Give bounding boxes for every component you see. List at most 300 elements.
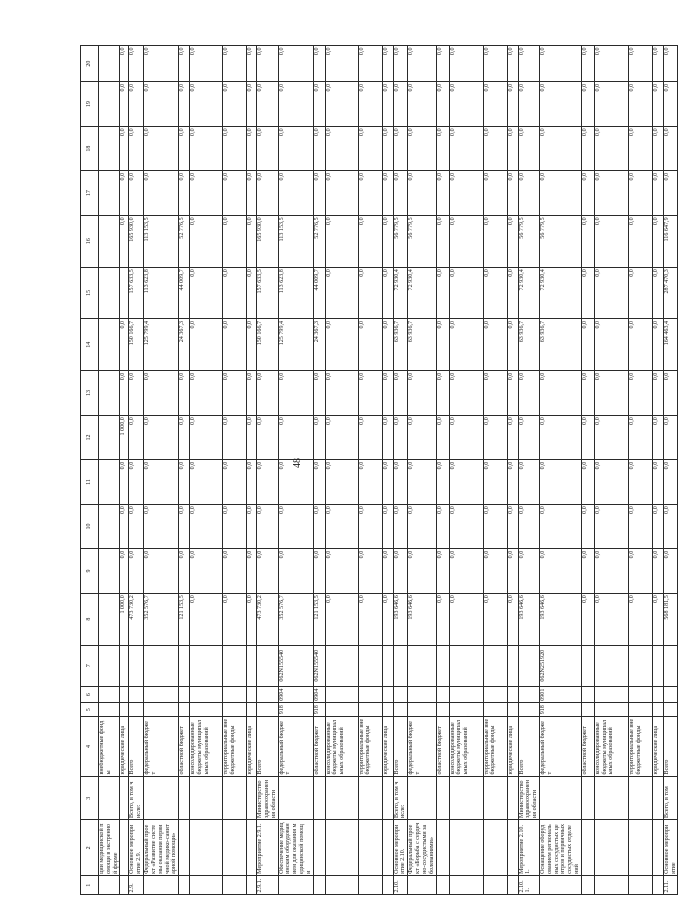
amount-cell: 0,0 [247, 82, 257, 127]
amount-cell: 0,0 [313, 82, 325, 127]
amount-cell: 0,0 [594, 319, 628, 371]
funding-source-cell: консолидированные бюджеты муниципальных образований [325, 716, 358, 776]
amount-cell: 0,0 [449, 82, 483, 127]
row-number-cell: 2.9. [129, 876, 144, 895]
table-row [507, 46, 518, 895]
table-row [594, 46, 628, 895]
amount-cell: 0,0 [628, 593, 652, 645]
amount-cell: 0,0 [247, 549, 257, 594]
amount-cell: 113 153,5 [144, 215, 179, 267]
section-code-cell [483, 686, 507, 703]
amount-cell: 0,0 [129, 460, 144, 505]
amount-cell: 0,0 [325, 126, 358, 171]
amount-cell: 0,0 [190, 46, 223, 82]
amount-cell: 0,0 [358, 319, 382, 371]
target-article-cell [325, 645, 358, 686]
amount-cell: 0,0 [223, 126, 247, 171]
target-article-cell [144, 645, 179, 686]
amount-cell: 193 646,6 [393, 593, 408, 645]
amount-cell: 0,0 [393, 371, 408, 416]
amount-cell: 0,0 [179, 126, 190, 171]
amount-cell: 0,0 [313, 549, 325, 594]
amount-cell: 0,0 [539, 549, 581, 594]
amount-cell: 0,0 [247, 371, 257, 416]
amount-cell: 0,0 [408, 371, 436, 416]
amount-cell: 0,0 [120, 171, 129, 216]
amount-cell: 0,0 [120, 46, 129, 82]
amount-cell: 0,0 [393, 504, 408, 549]
amount-cell: 150 166,7 [257, 319, 278, 371]
executor-cell [507, 776, 518, 819]
amount-cell: 0,0 [257, 549, 278, 594]
amount-cell: 0,0 [408, 82, 436, 127]
amount-cell: 0,0 [358, 593, 382, 645]
amount-cell: 0,0 [247, 126, 257, 171]
amount-cell: 0,0 [358, 82, 382, 127]
grbs-code-cell [179, 703, 190, 716]
measure-name-cell [652, 820, 663, 876]
amount-cell: 0,0 [581, 46, 594, 82]
table-row [99, 46, 120, 895]
table-row [190, 46, 223, 895]
grbs-code-cell [247, 703, 257, 716]
section-code-cell [257, 686, 278, 703]
amount-cell: 0,0 [223, 460, 247, 505]
amount-cell: 0,0 [483, 460, 507, 505]
amount-cell: 63 936,7 [518, 319, 539, 371]
column-number: 18 [81, 126, 99, 171]
table-row [129, 46, 144, 895]
row-number-cell [278, 876, 313, 895]
amount-cell: 0,0 [179, 371, 190, 416]
row-number-cell: 2.11. [663, 876, 678, 895]
amount-cell: 0,0 [594, 267, 628, 319]
executor-cell [120, 776, 129, 819]
amount-cell: 0,0 [247, 46, 257, 82]
amount-cell: 0,0 [483, 267, 507, 319]
amount-cell: 0,0 [278, 549, 313, 594]
column-number: 4 [81, 716, 99, 776]
funding-source-cell: областной бюджет [581, 716, 594, 776]
measure-name-cell [313, 820, 325, 876]
grbs-code-cell [223, 703, 247, 716]
measure-name-cell: Основное мероприятие 2.10. [393, 820, 408, 876]
measure-name-cell [325, 820, 358, 876]
column-number: 6 [81, 686, 99, 703]
amount-cell [99, 549, 120, 594]
amount-cell: 0,0 [436, 593, 449, 645]
amount-cell: 0,0 [436, 371, 449, 416]
amount-cell: 0,0 [190, 460, 223, 505]
amount-cell: 0,0 [436, 126, 449, 171]
amount-cell: 0,0 [358, 504, 382, 549]
table-row [382, 46, 393, 895]
funding-source-cell: федеральный бюджет [408, 716, 436, 776]
measure-name-cell [247, 820, 257, 876]
amount-cell: 193 646,6 [518, 593, 539, 645]
amount-cell: 52 776,5 [179, 215, 190, 267]
measure-name-cell [223, 820, 247, 876]
amount-cell: 0,0 [594, 549, 628, 594]
amount-cell: 0,0 [382, 549, 393, 594]
grbs-code-cell [594, 703, 628, 716]
section-code-cell [120, 686, 129, 703]
amount-cell: 0,0 [325, 171, 358, 216]
amount-cell: 0,0 [652, 82, 663, 127]
amount-cell: 0,0 [257, 171, 278, 216]
amount-cell: 0,0 [652, 549, 663, 594]
amount-cell: 0,0 [382, 267, 393, 319]
amount-cell: 0,0 [247, 460, 257, 505]
section-code-cell [663, 686, 678, 703]
measure-name-cell [628, 820, 652, 876]
amount-cell: 125 799,4 [278, 319, 313, 371]
target-article-cell [257, 645, 278, 686]
amount-cell: 0,0 [278, 460, 313, 505]
amount-cell: 0,0 [223, 593, 247, 645]
section-code-cell [628, 686, 652, 703]
amount-cell: 0,0 [628, 319, 652, 371]
row-number-cell [581, 876, 594, 895]
amount-cell: 0,0 [594, 82, 628, 127]
amount-cell: 0,0 [507, 371, 518, 416]
amount-cell: 0,0 [190, 415, 223, 460]
section-code-cell [382, 686, 393, 703]
amount-cell [99, 460, 120, 505]
amount-cell: 0,0 [507, 460, 518, 505]
amount-cell: 164 463,4 [663, 319, 678, 371]
table-row [247, 46, 257, 895]
amount-cell: 0,0 [539, 82, 581, 127]
amount-cell: 0,0 [382, 46, 393, 82]
amount-cell: 0,0 [663, 371, 678, 416]
amount-cell: 0,0 [449, 215, 483, 267]
amount-cell: 44 009,7 [313, 267, 325, 319]
amount-cell: 0,0 [518, 460, 539, 505]
amount-cell: 0,0 [628, 171, 652, 216]
amount-cell: 0,0 [628, 215, 652, 267]
amount-cell: 0,0 [144, 504, 179, 549]
row-number-cell [313, 876, 325, 895]
amount-cell: 0,0 [393, 171, 408, 216]
amount-cell: 0,0 [652, 267, 663, 319]
amount-cell: 568 181,5 [663, 593, 678, 645]
funding-source-cell: областной бюджет [313, 716, 325, 776]
amount-cell: 0,0 [393, 82, 408, 127]
amount-cell: 0,0 [120, 319, 129, 371]
amount-cell: 0,0 [358, 415, 382, 460]
row-number-cell [358, 876, 382, 895]
amount-cell: 193 646,6 [539, 593, 581, 645]
amount-cell: 0,0 [179, 46, 190, 82]
target-article-cell [594, 645, 628, 686]
amount-cell: 0,0 [518, 171, 539, 216]
amount-cell: 0,0 [449, 549, 483, 594]
amount-cell: 113 153,5 [278, 215, 313, 267]
amount-cell: 0,0 [313, 504, 325, 549]
amount-cell: 0,0 [652, 126, 663, 171]
amount-cell: 0,0 [179, 415, 190, 460]
amount-cell: 0,0 [436, 415, 449, 460]
amount-cell: 0,0 [663, 46, 678, 82]
target-article-cell [223, 645, 247, 686]
funding-source-cell: юридические лица [382, 716, 393, 776]
section-code-cell [594, 686, 628, 703]
target-article-cell [99, 645, 120, 686]
funding-source-cell: консолидированные бюджеты муниципальных образований [594, 716, 628, 776]
target-article-cell [129, 645, 144, 686]
amount-cell: 0,0 [247, 171, 257, 216]
amount-cell: 0,0 [581, 593, 594, 645]
amount-cell: 0,0 [247, 415, 257, 460]
section-code-cell [408, 686, 436, 703]
amount-cell: 0,0 [190, 371, 223, 416]
grbs-code-cell [382, 703, 393, 716]
amount-cell: 24 367,3 [179, 319, 190, 371]
amount-cell: 52 776,5 [313, 215, 325, 267]
amount-cell: 0,0 [313, 371, 325, 416]
amount-cell: 0,0 [581, 371, 594, 416]
row-number-cell [382, 876, 393, 895]
section-code-cell [144, 686, 179, 703]
measure-name-cell [483, 820, 507, 876]
amount-cell [99, 46, 120, 82]
target-article-cell [382, 645, 393, 686]
table-row [408, 46, 436, 895]
target-article-cell [120, 645, 129, 686]
column-number: 16 [81, 215, 99, 267]
amount-cell: 44 009,7 [179, 267, 190, 319]
amount-cell: 193 646,6 [408, 593, 436, 645]
amount-cell: 56 779,5 [539, 215, 581, 267]
executor-cell: Министерство здравоохранения области [257, 776, 278, 819]
amount-cell: 0,0 [507, 171, 518, 216]
amount-cell: 0,0 [449, 126, 483, 171]
amount-cell: 0,0 [507, 593, 518, 645]
target-article-cell [408, 645, 436, 686]
measure-name-cell [358, 820, 382, 876]
executor-cell [449, 776, 483, 819]
amount-cell: 0,0 [449, 46, 483, 82]
amount-cell: 352 576,7 [144, 593, 179, 645]
page-number: 48 [292, 458, 303, 468]
amount-cell: 0,0 [358, 371, 382, 416]
row-number-cell [325, 876, 358, 895]
executor-cell [581, 776, 594, 819]
column-number: 9 [81, 549, 99, 594]
funding-source-cell: территориальные внебюджетные фонды [483, 716, 507, 776]
amount-cell: 0,0 [278, 371, 313, 416]
amount-cell: 287 470,3 [663, 267, 678, 319]
amount-cell: 0,0 [652, 415, 663, 460]
column-number-row [81, 46, 99, 895]
section-code-cell [518, 686, 539, 703]
amount-cell: 0,0 [436, 319, 449, 371]
amount-cell: 0,0 [223, 171, 247, 216]
measure-name-cell [120, 820, 129, 876]
row-number-cell [223, 876, 247, 895]
target-article-cell [247, 645, 257, 686]
amount-cell: 0,0 [247, 504, 257, 549]
amount-cell: 0,0 [278, 82, 313, 127]
amount-cell: 0,0 [483, 371, 507, 416]
section-code-cell: 0904 [313, 686, 325, 703]
amount-cell: 0,0 [518, 415, 539, 460]
funding-source-cell: областной бюджет [436, 716, 449, 776]
row-number-cell [247, 876, 257, 895]
amount-cell: 0,0 [190, 171, 223, 216]
section-code-cell [129, 686, 144, 703]
executor-cell [190, 776, 223, 819]
amount-cell: 0,0 [518, 371, 539, 416]
table-row [628, 46, 652, 895]
amount-cell: 0,0 [325, 215, 358, 267]
amount-cell [99, 593, 120, 645]
section-code-cell: 0904 [278, 686, 313, 703]
amount-cell: 0,0 [581, 319, 594, 371]
executor-cell [483, 776, 507, 819]
executor-cell [358, 776, 382, 819]
amount-cell: 63 936,7 [408, 319, 436, 371]
section-code-cell [223, 686, 247, 703]
amount-cell: 0,0 [129, 171, 144, 216]
executor-cell [436, 776, 449, 819]
amount-cell: 0,0 [594, 171, 628, 216]
amount-cell: 0,0 [144, 549, 179, 594]
amount-cell: 113 623,8 [278, 267, 313, 319]
measure-name-cell: Основное мероприятие [663, 820, 678, 876]
grbs-code-cell: 918 [278, 703, 313, 716]
amount-cell: 0,0 [628, 504, 652, 549]
amount-cell: 0,0 [539, 415, 581, 460]
executor-cell [408, 776, 436, 819]
grbs-code-cell [628, 703, 652, 716]
amount-cell: 0,0 [223, 371, 247, 416]
row-number-cell [594, 876, 628, 895]
amount-cell: 0,0 [223, 504, 247, 549]
amount-cell: 0,0 [393, 46, 408, 82]
amount-cell: 0,0 [247, 593, 257, 645]
amount-cell: 0,0 [358, 46, 382, 82]
grbs-code-cell [99, 703, 120, 716]
amount-cell: 72 930,4 [408, 267, 436, 319]
amount-cell: 0,0 [120, 549, 129, 594]
section-code-cell [436, 686, 449, 703]
amount-cell: 0,0 [190, 504, 223, 549]
funding-source-cell: внебюджетные фонды [99, 716, 120, 776]
target-article-cell: 062N251920 [539, 645, 581, 686]
amount-cell: 0,0 [436, 549, 449, 594]
grbs-code-cell [507, 703, 518, 716]
amount-cell: 0,0 [179, 82, 190, 127]
row-number-cell: 2.9.1. [257, 876, 278, 895]
amount-cell: 0,0 [408, 504, 436, 549]
amount-cell: 0,0 [652, 504, 663, 549]
amount-cell [120, 267, 129, 319]
amount-cell: 0,0 [581, 215, 594, 267]
amount-cell: 0,0 [449, 460, 483, 505]
amount-cell: 0,0 [539, 126, 581, 171]
amount-cell: 0,0 [120, 126, 129, 171]
amount-cell: 0,0 [179, 549, 190, 594]
amount-cell: 0,0 [393, 415, 408, 460]
amount-cell: 0,0 [518, 549, 539, 594]
amount-cell: 0,0 [325, 415, 358, 460]
table-row [120, 46, 129, 895]
amount-cell: 0,0 [358, 460, 382, 505]
column-number: 1 [81, 876, 99, 895]
amount-cell: 0,0 [382, 593, 393, 645]
executor-cell: Всего, в том [663, 776, 678, 819]
executor-cell [325, 776, 358, 819]
grbs-code-cell [257, 703, 278, 716]
measure-name-cell: Оснащение оборудованием региональных сосудистых центров и первичных сосудистых отделений [539, 820, 581, 876]
amount-cell: 165 930,0 [129, 215, 144, 267]
amount-cell: 0,0 [594, 215, 628, 267]
target-article-cell [663, 645, 678, 686]
amount-cell: 0,0 [325, 549, 358, 594]
executor-cell [539, 776, 581, 819]
amount-cell: 0,0 [628, 46, 652, 82]
executor-cell [179, 776, 190, 819]
amount-cell: 0,0 [257, 504, 278, 549]
target-article-cell [628, 645, 652, 686]
amount-cell: 1 000,0 [120, 593, 129, 645]
amount-cell: 113 623,8 [144, 267, 179, 319]
amount-cell: 0,0 [507, 215, 518, 267]
target-article-cell [507, 645, 518, 686]
grbs-code-cell [325, 703, 358, 716]
amount-cell: 0,0 [120, 82, 129, 127]
amount-cell: 0,0 [129, 549, 144, 594]
row-number-cell [144, 876, 179, 895]
amount-cell: 0,0 [144, 82, 179, 127]
amount-cell: 0,0 [257, 460, 278, 505]
amount-cell: 0,0 [120, 504, 129, 549]
amount-cell: 0,0 [190, 549, 223, 594]
grbs-code-cell: 918 [313, 703, 325, 716]
grbs-code-cell [393, 703, 408, 716]
target-article-cell [190, 645, 223, 686]
grbs-code-cell [518, 703, 539, 716]
amount-cell [99, 504, 120, 549]
amount-cell: 0,0 [483, 504, 507, 549]
amount-cell: 0,0 [382, 171, 393, 216]
section-code-cell: 0901 [539, 686, 581, 703]
table-row [278, 46, 313, 895]
amount-cell: 0,0 [581, 267, 594, 319]
amount-cell: 0,0 [539, 171, 581, 216]
table-row [393, 46, 408, 895]
amount-cell: 0,0 [483, 126, 507, 171]
row-number-cell [449, 876, 483, 895]
row-number-cell [436, 876, 449, 895]
column-number: 12 [81, 415, 99, 460]
row-number-cell [483, 876, 507, 895]
amount-cell: 0,0 [382, 415, 393, 460]
column-number: 20 [81, 46, 99, 82]
amount-cell: 0,0 [358, 171, 382, 216]
funding-source-cell: юридические лица [120, 716, 129, 776]
amount-cell: 0,0 [436, 460, 449, 505]
measure-name-cell: Федеральный проект «Борьба с сердечно-сосудистыми заболеваниями» [408, 820, 436, 876]
amount-cell: 0,0 [628, 460, 652, 505]
amount-cell: 72 930,4 [393, 267, 408, 319]
table-row [313, 46, 325, 895]
amount-cell: 0,0 [539, 46, 581, 82]
measure-name-cell: Мероприятие 2.10.1. [518, 820, 539, 876]
amount-cell: 0,0 [663, 460, 678, 505]
